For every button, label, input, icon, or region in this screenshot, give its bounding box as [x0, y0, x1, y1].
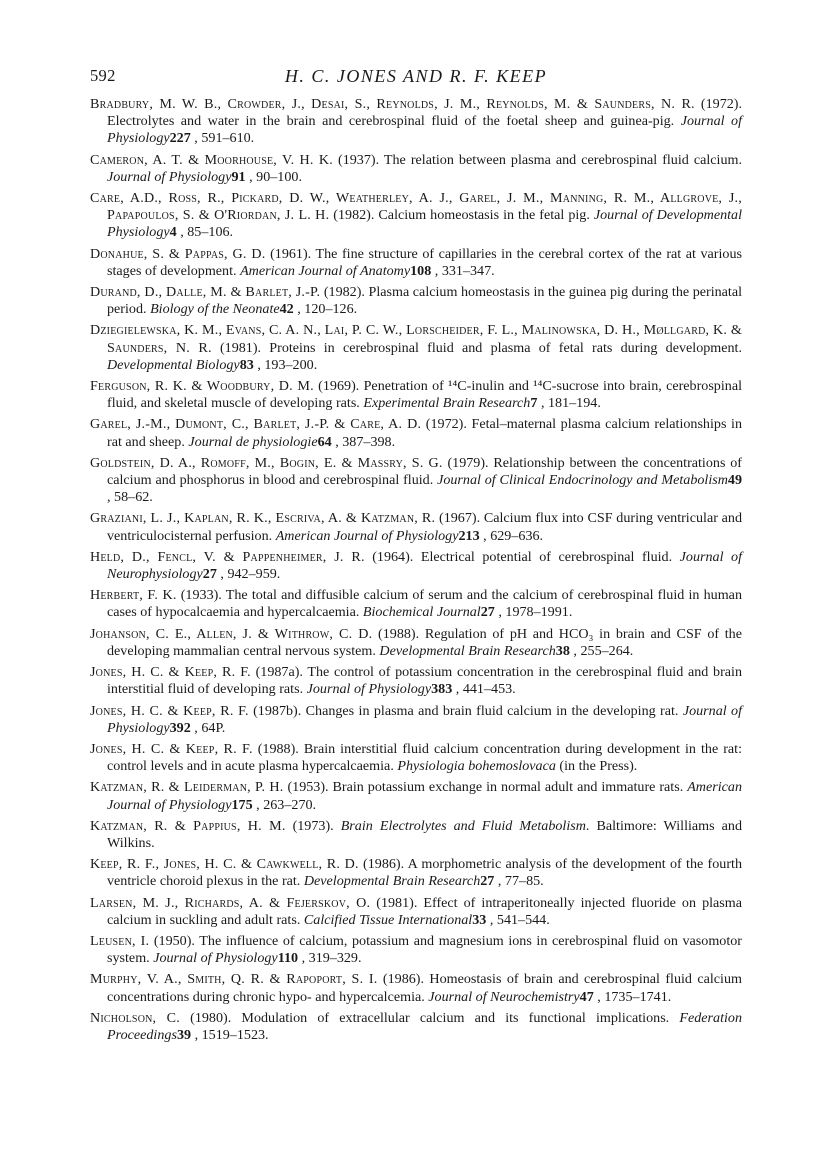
- reference-volume: 108: [410, 262, 432, 279]
- reference-pages: , 387–398.: [335, 433, 396, 450]
- reference-journal: Developmental Brain Research: [303, 873, 481, 890]
- reference-pages: , 58–62.: [107, 489, 153, 506]
- reference-entry: [90, 549, 742, 583]
- reference-pages: , 541–544.: [489, 911, 550, 928]
- reference-journal: Federation Proceedings: [107, 1009, 743, 1043]
- reference-volume: 213: [458, 527, 480, 544]
- reference-entry: [90, 895, 742, 929]
- reference-volume: 49: [727, 472, 742, 489]
- reference-volume: 27: [480, 604, 495, 621]
- reference-entry: [90, 587, 742, 621]
- reference-journal: Journal of Physiology: [107, 113, 742, 147]
- reference-volume: 64: [317, 433, 332, 450]
- reference-journal: Biology of the Neonate: [150, 301, 280, 318]
- reference-authors: Goldstein, D. A., Romoff, M., Bogin, E. & Massry, S. G.: [90, 454, 443, 471]
- reference-journal: American Journal of Physiology: [107, 779, 742, 813]
- reference-journal: Journal of Physiology: [107, 702, 742, 736]
- reference-text: (1982). Plasma calcium homeostasis in the guinea pig during the perinatal period.: [107, 284, 742, 318]
- reference-volume: 42: [279, 301, 294, 318]
- reference-authors: Murphy, V. A., Smith, Q. R. & Rapoport, S. I.: [90, 971, 378, 988]
- reference-volume: 47: [579, 988, 594, 1005]
- reference-journal: Journal of Physiology: [153, 950, 278, 967]
- reference-authors: Jones, H. C. & Keep, R. F.: [90, 702, 249, 719]
- reference-text: (1973).: [285, 817, 341, 834]
- reference-volume: 227: [169, 130, 191, 147]
- reference-volume: 110: [277, 950, 299, 967]
- reference-text: (1967). Calcium flux into CSF during ventricular and ventriculocisternal perfusion.: [107, 510, 742, 544]
- reference-text: (1961). The fine structure of capillaries in the cerebral cortex of the rat at various stages of development.: [107, 245, 742, 279]
- reference-volume: 38: [555, 642, 570, 659]
- reference-journal: Physiologia bohemoslovaca: [397, 758, 556, 775]
- reference-text: (1950). The influence of calcium, potassium and magnesium ions in cerebrospinal fluid on vasomotor system.: [107, 932, 742, 967]
- reference-pages: , 85–106.: [180, 224, 234, 241]
- reference-volume: 27: [202, 566, 217, 583]
- reference-journal: Journal de physiologie: [188, 433, 318, 450]
- reference-authors: Jones, H. C. & Keep, R. F.: [90, 740, 253, 757]
- reference-journal: Journal of Physiology: [107, 168, 232, 185]
- reference-authors: Ferguson, R. K. & Woodbury, D. M.: [90, 378, 314, 395]
- reference-authors: Care, A.D., Ross, R., Pickard, D. W., Weatherley, A. J., Garel, J. M., Manning, R. M., Allgrove, J., Papapoulos, S. & O'Riordan, J. L. H.: [90, 190, 742, 224]
- page-header: [90, 66, 742, 92]
- reference-journal: Journal of Developmental Physiology: [107, 207, 742, 241]
- reference-entry: [90, 626, 742, 660]
- reference-text: (1981). Effect of intraperitoneally injected fluoride on plasma calcium in suckling and adult rats.: [107, 894, 742, 928]
- reference-pages: , 255–264.: [573, 642, 634, 659]
- reference-entry: [90, 1010, 742, 1044]
- reference-volume: 27: [480, 873, 495, 890]
- reference-pages: , 263–270.: [256, 796, 317, 813]
- reference-volume: 33: [472, 911, 487, 928]
- reference-text: (1972). Fetal–maternal plasma calcium relationships in rat and sheep.: [107, 416, 743, 450]
- reference-text: (1937). The relation between plasma and cerebrospinal fluid calcium.: [332, 151, 742, 168]
- reference-journal: Experimental Brain Research: [363, 395, 531, 412]
- reference-authors: Bradbury, M. W. B., Crowder, J., Desai, S., Reynolds, J. M., Reynolds, M. & Saunders, N. R.: [90, 96, 695, 112]
- reference-authors: Johanson, C. E., Allen, J. & Withrow, C. D.: [90, 625, 373, 642]
- reference-pages: , 319–329.: [301, 950, 362, 967]
- reference-entry: [90, 971, 742, 1005]
- reference-journal: American Journal of Physiology: [275, 527, 459, 544]
- reference-authors: Herbert, F. K.: [90, 587, 177, 604]
- reference-volume: 175: [231, 796, 253, 813]
- reference-volume: 392: [169, 719, 191, 736]
- reference-list: [90, 96, 742, 1044]
- reference-pages: , 942–959.: [220, 566, 281, 583]
- reference-text: (1986). Homeostasis of brain and cerebrospinal fluid calcium concentrations during chronic hypo- and hypercalcemia.: [107, 971, 742, 1005]
- reference-authors: Nicholson, C.: [90, 1009, 180, 1026]
- reference-entry: [90, 856, 742, 890]
- reference-pages: , 331–347.: [434, 262, 495, 279]
- reference-text: (1988). Regulation of pH and HCO₃ in brain and CSF of the developing mammalian central nervous system.: [107, 625, 742, 659]
- reference-authors: Katzman, R. & Leiderman, P. H.: [90, 779, 284, 796]
- reference-journal: Brain Electrolytes and Fluid Metabolism: [340, 817, 586, 834]
- reference-volume: 39: [176, 1026, 192, 1043]
- reference-journal: Developmental Brain Research: [379, 642, 556, 659]
- reference-authors: Leusen, I.: [90, 932, 150, 949]
- reference-journal: Journal of Neurophysiology: [107, 548, 742, 583]
- reference-journal: Calcified Tissue International: [303, 911, 473, 928]
- reference-volume: 383: [431, 681, 453, 698]
- reference-pages: (in the Press).: [555, 758, 638, 775]
- reference-text: (1988). Brain interstitial fluid calcium concentration during development in the rat: control levels and in acute plasma hypercalcaemia.: [107, 740, 743, 775]
- reference-authors: Katzman, R. & Pappius, H. M.: [90, 817, 286, 834]
- reference-text: (1987b). Changes in plasma and brain fluid calcium in the developing rat.: [248, 702, 683, 719]
- reference-text: (1969). Penetration of ¹⁴C-inulin and ¹⁴C-sucrose into brain, cerebrospinal fluid, and skeletal muscle of developing rats.: [107, 378, 742, 412]
- reference-entry: [90, 96, 742, 148]
- reference-entry: [90, 741, 742, 775]
- reference-authors: Larsen, M. J., Richards, A. & Fejerskov, O.: [90, 894, 371, 911]
- reference-entry: [90, 284, 742, 318]
- reference-pages: , 1735–1741.: [597, 988, 672, 1005]
- page: [90, 66, 742, 1048]
- reference-volume: 91: [231, 168, 246, 185]
- reference-pages: , 441–453.: [455, 681, 516, 698]
- reference-text: (1980). Modulation of extracellular calcium and its functional implications.: [179, 1009, 680, 1026]
- reference-pages: , 77–85.: [497, 873, 544, 890]
- page-number: 592: [90, 66, 116, 85]
- reference-entry: [90, 152, 742, 186]
- reference-entry: [90, 664, 742, 698]
- reference-entry: [90, 246, 742, 280]
- reference-pages: , 181–194.: [540, 395, 601, 412]
- reference-text: (1979). Relationship between the concentrations of calcium and phosphorus in blood and cerebrospinal fluid.: [107, 454, 742, 489]
- reference-pages: . Baltimore: Williams and Wilkins.: [107, 817, 742, 851]
- reference-entry: [90, 322, 742, 374]
- reference-entry: [90, 703, 742, 737]
- reference-authors: Donahue, S. & Pappas, G. D.: [90, 245, 266, 262]
- reference-journal: American Journal of Anatomy: [240, 262, 411, 279]
- reference-entry: [90, 510, 742, 544]
- running-head: H. C. JONES AND R. F. KEEP: [284, 66, 548, 86]
- reference-pages: , 90–100.: [249, 168, 302, 185]
- reference-entry: [90, 779, 742, 813]
- reference-journal: Journal of Physiology: [306, 681, 432, 698]
- reference-text: (1933). The total and diffusible calcium of serum and the calcium of cerebrospinal fluid in human cases of hypocalcaemia and hypercalcaemia.: [107, 587, 742, 621]
- reference-entry: [90, 416, 742, 450]
- reference-pages: , 1519–1523.: [194, 1026, 269, 1043]
- reference-authors: Cameron, A. T. & Moorhouse, V. H. K.: [90, 151, 333, 168]
- reference-pages: , 629–636.: [483, 527, 544, 544]
- reference-entry: [90, 190, 742, 242]
- reference-volume: 4: [169, 224, 177, 241]
- reference-authors: Durand, D., Dalle, M. & Barlet, J.-P.: [90, 284, 321, 301]
- reference-journal: Journal of Neurochemistry: [428, 988, 580, 1005]
- reference-authors: Dziegielewska, K. M., Evans, C. A. N., Lai, P. C. W., Lorscheider, F. L., Malinowska, D. H., Møllgard, K. & Saunders, N. R.: [90, 322, 742, 356]
- reference-entry: [90, 818, 742, 852]
- reference-pages: , 120–126.: [297, 301, 358, 318]
- reference-entry: [90, 455, 742, 507]
- reference-text: (1981). Proteins in cerebrospinal fluid and plasma of fetal rats during development.: [211, 339, 742, 356]
- reference-volume: 83: [239, 356, 254, 373]
- reference-text: (1964). Electrical potential of cerebrospinal fluid.: [364, 548, 680, 565]
- reference-journal: Biochemical Journal: [362, 604, 481, 621]
- reference-authors: Garel, J.-M., Dumont, C., Barlet, J.-P. & Care, A. D.: [90, 416, 422, 433]
- reference-entry: [90, 933, 742, 967]
- reference-pages: , 64P.: [194, 719, 226, 736]
- reference-text: (1986). A morphometric analysis of the development of the fourth ventricle choroid plexus in the rat.: [107, 856, 743, 890]
- reference-text: (1982). Calcium homeostasis in the fetal pig.: [329, 207, 594, 224]
- reference-volume: 7: [530, 395, 538, 412]
- reference-authors: Graziani, L. J., Kaplan, R. K., Escriva, A. & Katzman, R.: [90, 510, 436, 527]
- reference-authors: Jones, H. C. & Keep, R. F.: [90, 664, 251, 681]
- reference-authors: Keep, R. F., Jones, H. C. & Cawkwell, R. D.: [90, 856, 359, 873]
- reference-journal: Developmental Biology: [107, 356, 240, 373]
- reference-entry: [90, 378, 742, 412]
- reference-pages: , 1978–1991.: [498, 604, 573, 621]
- reference-text: (1953). Brain potassium exchange in normal adult and immature rats.: [283, 779, 688, 796]
- reference-journal: Journal of Clinical Endocrinology and Metabolism: [437, 472, 728, 489]
- reference-pages: , 591–610.: [194, 130, 255, 147]
- reference-text: (1987a). The control of potassium concentration in the cerebrospinal fluid and brain interstitial fluid of developing rats.: [107, 664, 743, 698]
- reference-pages: , 193–200.: [257, 356, 318, 373]
- reference-authors: Held, D., Fencl, V. & Pappenheimer, J. R.: [90, 548, 365, 565]
- reference-text: (1972). Electrolytes and water in the brain and cerebrospinal fluid of the foetal sheep and guinea-pig.: [107, 96, 742, 130]
